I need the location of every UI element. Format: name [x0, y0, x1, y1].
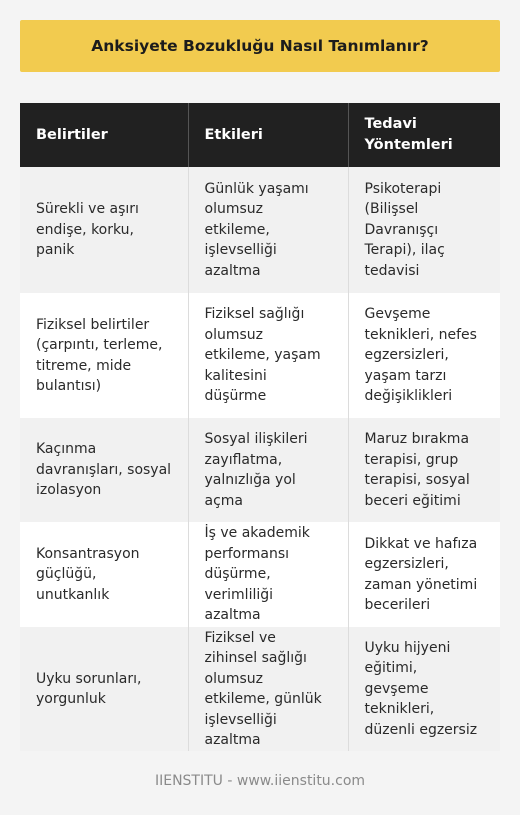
- column-header-treatments: Tedavi Yöntemleri: [364, 116, 453, 153]
- effect-cell: İş ve akademik performansı düşürme, verimliliği azaltma: [188, 522, 348, 627]
- footer-credit: IIENSTITU - www.iienstitu.com: [154, 773, 366, 789]
- table-row: [20, 418, 500, 522]
- effect-cell: Fiziksel ve zihinsel sağlığı olumsuz etkileme, günlük işlevselliği azaltma: [188, 627, 348, 751]
- treatment-cell: Psikoterapi (Bilişsel Davranışçı Terapi), ilaç tedavisi: [364, 180, 445, 279]
- table-row: [20, 167, 500, 293]
- symptom-cell: Uyku sorunları, yorgunluk: [20, 627, 188, 751]
- table-header-row: [20, 103, 500, 167]
- symptom-cell: Fiziksel belirtiler (çarpıntı, terleme, titreme, mide bulantısı): [20, 293, 188, 418]
- effect-cell: Sosyal ilişkileri zayıflatma, yalnızlığa yol açma: [188, 418, 348, 522]
- treatment-cell: Dikkat ve hafıza egzersizleri, zaman yönetimi becerileri: [364, 535, 478, 613]
- symptom-cell: Konsantrasyon güçlüğü, unutkanlık: [20, 522, 188, 627]
- symptom-cell: Sürekli ve aşırı endişe, korku, panik: [20, 167, 188, 293]
- table-row: [20, 522, 500, 627]
- info-table: [20, 103, 500, 751]
- table-row: [20, 293, 500, 418]
- effect-cell: Fiziksel sağlığı olumsuz etkileme, yaşam kalitesini düşürme: [188, 293, 348, 418]
- effect-cell: Günlük yaşamı olumsuz etkileme, işlevselliği azaltma: [188, 167, 348, 293]
- treatment-cell: Maruz bırakma terapisi, grup terapisi, sosyal beceri eğitimi: [364, 431, 470, 509]
- treatment-cell: Gevşeme teknikleri, nefes egzersizleri, yaşam tarzı değişiklikleri: [364, 306, 477, 405]
- page-title: Anksiyete Bozukluğu Nasıl Tanımlanır?: [91, 37, 429, 55]
- table-row: [20, 627, 500, 751]
- treatment-cell: Uyku hijyeni eğitimi, gevşeme teknikleri, düzenli egzersiz: [364, 639, 478, 738]
- column-header-effects: Etkileri: [188, 103, 348, 167]
- column-header-symptoms: Belirtiler: [20, 103, 188, 167]
- title-banner: [20, 20, 500, 72]
- symptom-cell: Kaçınma davranışları, sosyal izolasyon: [20, 418, 188, 522]
